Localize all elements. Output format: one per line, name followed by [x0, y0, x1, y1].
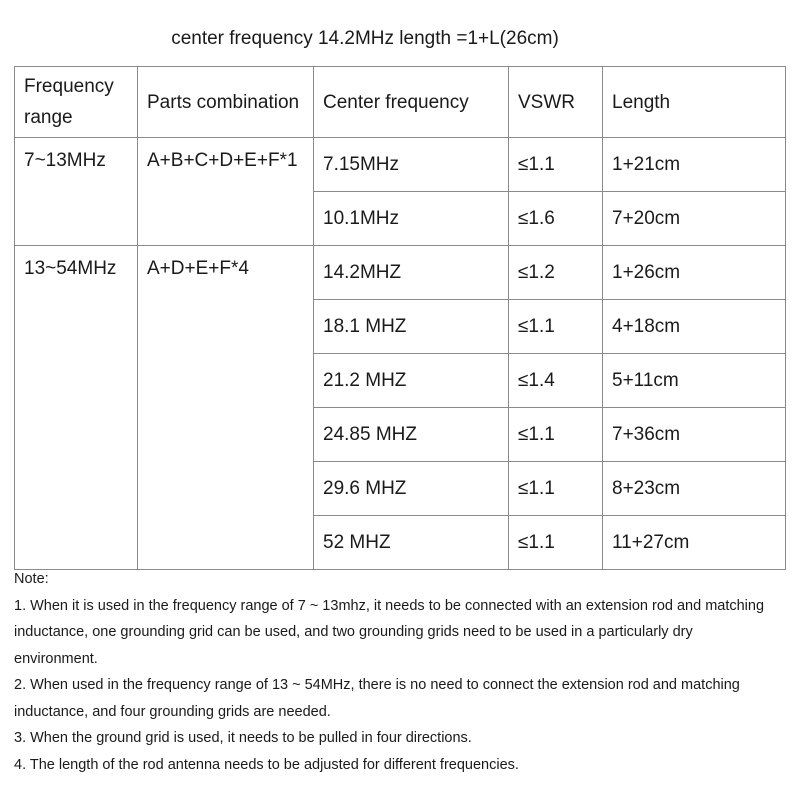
center-frequency-cell: 14.2MHZ — [314, 246, 509, 300]
header-parts-combination: Parts combination — [138, 67, 314, 138]
note-item: 1. When it is used in the frequency range of 7 ~ 13mhz, it needs to be connected with an extension rod and matching inductance, one grounding grid can be used, and two grounding grids need to be used in a particularly dry environment. — [14, 597, 765, 667]
center-frequency-cell: 21.2 MHZ — [314, 354, 509, 408]
center-frequency-cell: 29.6 MHZ — [314, 462, 509, 516]
length-cell: 7+20cm — [603, 192, 786, 246]
length-cell: 4+18cm — [603, 300, 786, 354]
vswr-cell: ≤1.2 — [509, 246, 603, 300]
vswr-cell: ≤1.1 — [509, 516, 603, 570]
vswr-cell: ≤1.1 — [509, 300, 603, 354]
vswr-cell: ≤1.1 — [509, 408, 603, 462]
header-center-frequency: Center frequency — [314, 67, 509, 138]
notes-heading: Note: — [14, 571, 49, 587]
center-frequency-cell: 18.1 MHZ — [314, 300, 509, 354]
vswr-cell: ≤1.6 — [509, 192, 603, 246]
center-frequency-cell: 52 MHZ — [314, 516, 509, 570]
frequency-range-cell: 7~13MHz — [15, 138, 138, 246]
parts-combination-cell: A+D+E+F*4 — [138, 246, 314, 570]
note-item: 4. The length of the rod antenna needs to be adjusted for different frequencies. — [14, 756, 519, 773]
length-cell: 7+36cm — [603, 408, 786, 462]
length-cell: 1+26cm — [603, 246, 786, 300]
center-frequency-cell: 24.85 MHZ — [314, 408, 509, 462]
vswr-cell: ≤1.1 — [509, 138, 603, 192]
notes-section — [14, 566, 774, 778]
frequency-range-cell: 13~54MHz — [15, 246, 138, 570]
parts-combination-cell: A+B+C+D+E+F*1 — [138, 138, 314, 246]
table-row — [15, 246, 786, 300]
length-cell: 5+11cm — [603, 354, 786, 408]
center-frequency-cell: 10.1MHz — [314, 192, 509, 246]
note-item: 2. When used in the frequency range of 13 ~ 54MHz, there is no need to connect the extension rod and matching inductance, and four grounding grids are needed. — [14, 677, 740, 720]
vswr-cell: ≤1.1 — [509, 462, 603, 516]
note-item: 3. When the ground grid is used, it needs to be pulled in four directions. — [14, 730, 472, 746]
length-cell: 11+27cm — [603, 516, 786, 570]
vswr-cell: ≤1.4 — [509, 354, 603, 408]
page-title: center frequency 14.2MHz length =1+L(26cm) — [171, 28, 559, 49]
table-row — [15, 138, 786, 192]
center-frequency-cell: 7.15MHz — [314, 138, 509, 192]
table-header-row — [15, 67, 786, 138]
header-vswr: VSWR — [509, 67, 603, 138]
header-frequency-range: Frequency range — [15, 67, 138, 138]
length-cell: 8+23cm — [603, 462, 786, 516]
header-length: Length — [603, 67, 786, 138]
length-cell: 1+21cm — [603, 138, 786, 192]
antenna-spec-table — [14, 66, 786, 570]
